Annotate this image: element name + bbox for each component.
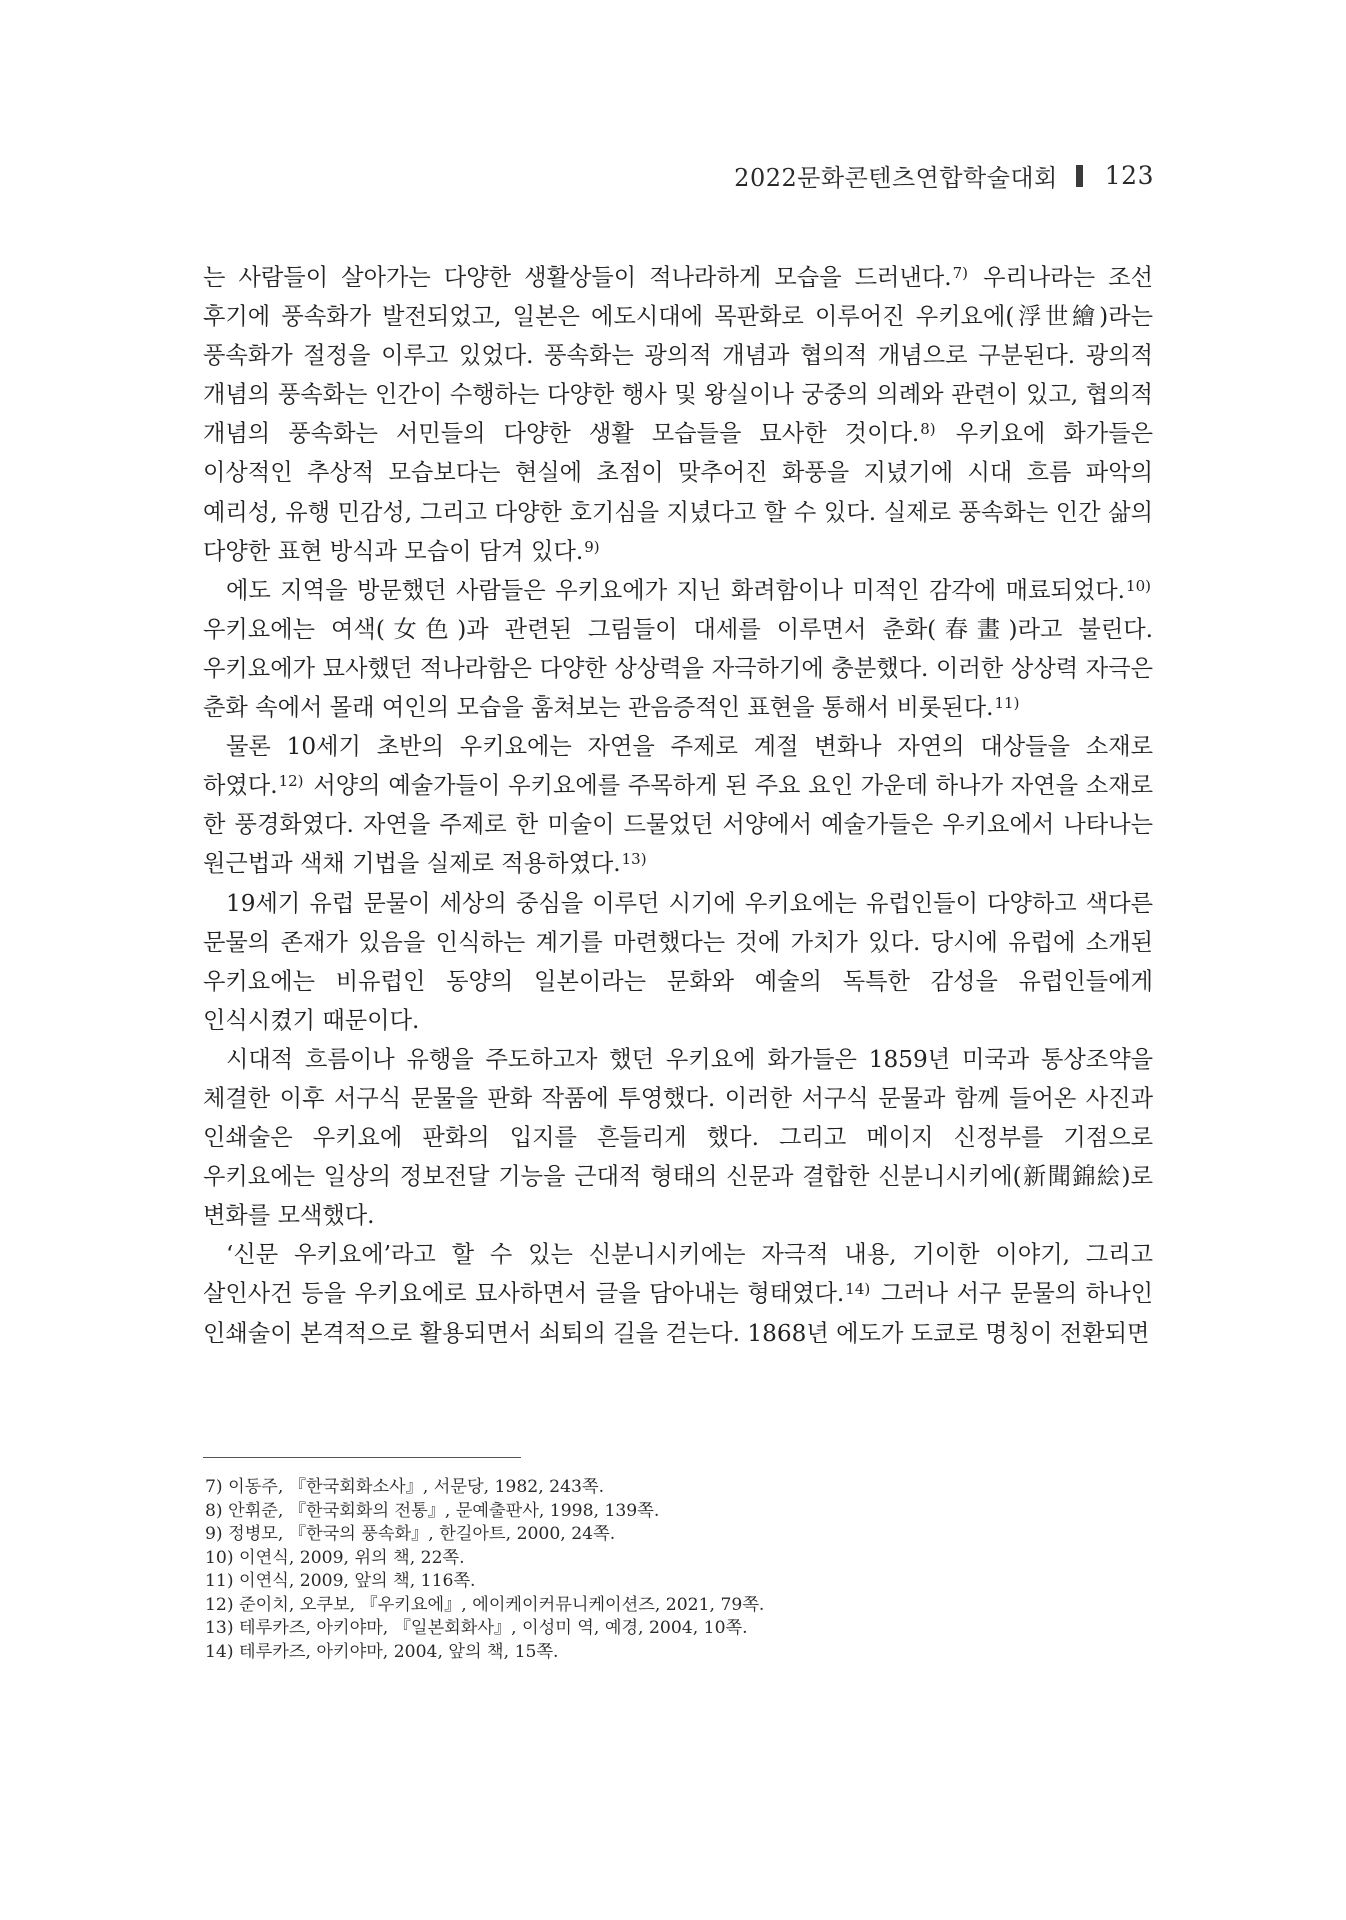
text-run: 는 사람들이 살아가는 다양한 생활상들이 적나라하게 모습을 드러낸다.	[203, 264, 952, 291]
footnote-marker: 12)	[278, 772, 304, 791]
page-number: 123	[1104, 161, 1154, 190]
footnote: 9) 정병모, 『한국의 풍속화』, 한길아트, 2000, 24쪽.	[205, 1524, 616, 1544]
text-run: 물론 10세기 초반의 우키요에는 자연을 주제로 계절 변화나 자연의 대상들을 소재로 하였다.	[203, 733, 1153, 800]
text-run: 우키요에는 여색(女色)과 관련된 그림들이 대세를 이루면서 춘화(春畫)라고 불린다. 우키요에가 묘사했던 적나라함은 다양한 상상력을 자극하기에 충분했다. 이러한 상상력 자극은 춘화 속에서 몰래 여인의 모습을 훔쳐보는 관음증적인 표현을 통해서 비롯된다.	[203, 615, 1153, 722]
paragraph	[203, 727, 1153, 883]
footnote: 12) 준이치, 오쿠보, 『우키요에』, 에이케이커뮤니케이션즈, 2021, 79쪽.	[205, 1594, 765, 1615]
body-text	[203, 258, 1153, 1353]
footnote-marker: 13)	[621, 850, 647, 869]
footnote: 7) 이동주, 『한국회화소사』, 서문당, 1982, 243쪽.	[205, 1477, 605, 1497]
footnote-marker: 8)	[920, 420, 936, 439]
footnote-marker: 10)	[1126, 576, 1151, 595]
footnote: 11) 이연식, 2009, 앞의 책, 116쪽.	[205, 1571, 476, 1591]
footnote: 10) 이연식, 2009, 위의 책, 22쪽.	[205, 1547, 465, 1568]
text-run: ‘신문 우키요에’라고 할 수 있는 신분니시키에는 자극적 내용, 기이한 이야기, 그리고 살인사건 등을 우키요에로 묘사하면서 글을 담아내는 형태였다.	[203, 1241, 1153, 1308]
header-title: 2022문화콘텐츠연합학술대회	[734, 164, 1058, 192]
text-run: 에도 지역을 방문했던 사람들은 우키요에가 지닌 화려함이나 미적인 감각에 매료되었다.	[226, 576, 1126, 604]
paragraph	[203, 571, 1153, 727]
text-run: 그러나 서구 문물의 하나인 인쇄술이 본격적으로 활용되면서 쇠퇴의 길을 걷는다. 1868년 에도가 도쿄로 명칭이 전환되면	[203, 1280, 1153, 1347]
footnote-marker: 14)	[845, 1280, 871, 1299]
text-run: 우리나라는 조선 후기에 풍속화가 발전되었고, 일본은 에도시대에 목판화로 이루어진 우키요에(浮世繪)라는 풍속화가 절정을 이루고 있었다. 풍속화는 광의적 개념과 협의적 개념으로 구분된다. 광의적 개념의 풍속화는 인간이 수행하는 다양한 행사 및 왕실이나 궁중의 의례와 관련이 있고, 협의적 개념의 풍속화는 서민들의 다양한 생활 모습들을 묘사한 것이다.	[203, 264, 1153, 448]
paragraph	[203, 1040, 1153, 1235]
footnote-marker: 9)	[584, 537, 600, 556]
header-separator	[1076, 165, 1083, 187]
footnote-marker: 7)	[952, 264, 968, 282]
paragraph	[203, 884, 1153, 1040]
footnote: 8) 안휘준, 『한국회화의 전통』, 문예출판사, 1998, 139쪽.	[205, 1500, 660, 1521]
footnote: 14) 테루카즈, 아키야마, 2004, 앞의 책, 15쪽.	[205, 1641, 559, 1662]
footnote-marker: 11)	[994, 694, 1020, 713]
running-header	[734, 158, 1154, 193]
footnote: 13) 테루카즈, 아키야마, 『일본회화사』, 이성미 역, 예경, 2004, 10쪽.	[205, 1618, 748, 1638]
paragraph	[203, 1235, 1153, 1352]
text-run: 시대적 흐름이나 유행을 주도하고자 했던 우키요에 화가들은 1859년 미국과 통상조약을 체결한 이후 서구식 문물을 판화 작품에 투영했다. 이러한 서구식 문물과 함께 들어온 사진과 인쇄술은 우키요에 판화의 입지를 흔들리게 했다. 그리고 메이지 신정부를 기점으로 우키요에는 일상의 정보전달 기능을 근대적 형태의 신문과 결합한 신분니시키에(新聞錦絵)로 변화를 모색했다.	[203, 1045, 1153, 1230]
text-run: 서양의 예술가들이 우키요에를 주목하게 된 주요 요인 가운데 하나가 자연을 소재로 한 풍경화였다. 자연을 주제로 한 미술이 드물었던 서양에서 예술가들은 우키요에서 나타나는 원근법과 색채 기법을 실제로 적용하였다.	[203, 772, 1153, 878]
footnote-divider	[203, 1457, 521, 1458]
text-run: 우키요에 화가들은 이상적인 추상적 모습보다는 현실에 초점이 맞추어진 화풍을 지녔기에 시대 흐름 파악의 예리성, 유행 민감성, 그리고 다양한 호기심을 지녔다고 할 수 있다. 실제로 풍속화는 인간 삶의 다양한 표현 방식과 모습이 담겨 있다.	[203, 420, 1153, 565]
footnotes	[205, 1476, 1105, 1664]
paragraph	[203, 258, 1153, 571]
text-run: 19세기 유럽 문물이 세상의 중심을 이루던 시기에 우키요에는 유럽인들이 다양하고 색다른 문물의 존재가 있음을 인식하는 계기를 마련했다는 것에 가치가 있다. 당시에 유럽에 소개된 우키요에는 비유럽인 동양의 일본이라는 문화와 예술의 독특한 감성을 유럽인들에게 인식시켰기 때문이다.	[203, 889, 1153, 1034]
